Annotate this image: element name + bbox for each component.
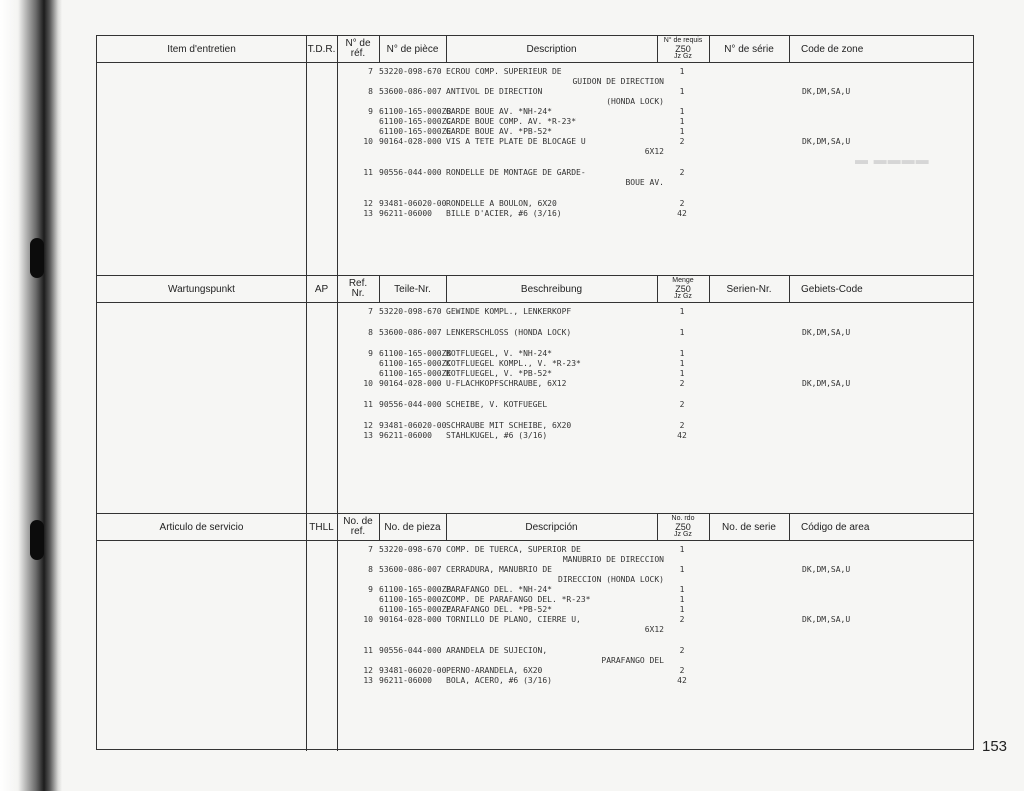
table-row: [97, 666, 973, 676]
part-description: BOLA, ACERO, #6 (3/16): [446, 676, 552, 685]
quantity: 2: [679, 666, 685, 675]
header-column-divider: [337, 276, 338, 302]
header-column-divider: [789, 276, 790, 302]
part-number: 96211-06000: [379, 431, 432, 440]
header-column-divider: [379, 514, 380, 540]
header-serial: N° de série: [724, 43, 774, 55]
part-number: 61100-165-000ZB: [379, 585, 452, 594]
header-column-divider: [379, 276, 380, 302]
ref-number: 8: [368, 328, 373, 337]
section-header: [97, 36, 973, 63]
header-column-divider: [657, 514, 658, 540]
table-row: [97, 400, 973, 410]
quantity: 1: [679, 369, 685, 378]
ref-number: 8: [368, 87, 373, 96]
header-item: Articulo de servicio: [159, 521, 244, 533]
header-tdr: T.D.R.: [307, 43, 336, 55]
header-part-number: No. de pieza: [384, 521, 441, 533]
ref-number: 12: [363, 666, 373, 675]
header-zone: Code de zone: [801, 43, 864, 55]
header-description: Beschreibung: [520, 283, 583, 295]
table-row: [97, 67, 973, 77]
part-description: BILLE D'ACIER, #6 (3/16): [446, 209, 562, 218]
table-row: [97, 625, 973, 635]
part-description: RONDELLE DE MONTAGE DE GARDE-: [446, 168, 586, 177]
part-description: BOUE AV.: [625, 178, 664, 187]
bleed-through-decoration: ▬ ▬▬▬▬: [855, 152, 930, 167]
ref-number: 12: [363, 199, 373, 208]
part-description: PARAFANGO DEL: [601, 656, 664, 665]
part-description: PARAFANGO DEL. *PB-52*: [446, 605, 552, 614]
header-column-divider: [337, 36, 338, 62]
part-description: RONDELLE A BOULON, 6X20: [446, 199, 557, 208]
quantity: 42: [677, 209, 687, 218]
quantity: 1: [679, 585, 685, 594]
header-column-divider: [709, 514, 710, 540]
table-row: [97, 615, 973, 625]
part-number: 53220-098-670: [379, 545, 442, 554]
header-column-divider: [446, 36, 447, 62]
part-description: TORNILLO DE PLANO, CIERRE U,: [446, 615, 581, 624]
header-column-divider: [789, 514, 790, 540]
table-row: [97, 359, 973, 369]
quantity: 2: [679, 646, 685, 655]
ref-number: 11: [363, 400, 373, 409]
header-quantity-line: Menge: [672, 277, 694, 284]
table-row: [97, 307, 973, 317]
part-description: GEWINDE KOMPL., LENKERKOPF: [446, 307, 572, 316]
parts-section-1: [97, 36, 973, 275]
part-number: 90556-044-000: [379, 400, 442, 409]
header-column-divider: [657, 36, 658, 62]
quantity: 1: [679, 565, 685, 574]
part-description: VIS A TETE PLATE DE BLOCAGE U: [446, 137, 586, 146]
part-number: 61100-165-000ZC: [379, 595, 452, 604]
quantity: 1: [679, 328, 685, 337]
part-description: ECROU COMP. SUPERIEUR DE: [446, 67, 562, 76]
header-part-number: N° de pièce: [386, 43, 439, 55]
table-row: [97, 168, 973, 178]
binding-hole: [30, 520, 44, 560]
part-description: PARAFANGO DEL. *NH-24*: [446, 585, 552, 594]
quantity: 1: [679, 595, 685, 604]
quantity: 42: [677, 676, 687, 685]
part-number: 53600-086-007: [379, 87, 442, 96]
ref-number: 7: [368, 67, 373, 76]
header-description: Description: [526, 43, 577, 55]
quantity: 1: [679, 307, 685, 316]
part-description: CERRADURA, MANUBRIO DE: [446, 565, 552, 574]
quantity: 1: [679, 605, 685, 614]
table-row: [97, 575, 973, 585]
ref-number: 13: [363, 676, 373, 685]
zone-code: DK,DM,SA,U: [802, 328, 851, 337]
header-quantity-line: Jz Gz: [674, 531, 692, 538]
part-number: 93481-06020-00: [379, 421, 447, 430]
part-number: 53220-098-670: [379, 67, 442, 76]
header-quantity: [657, 276, 709, 302]
part-number: 61100-165-000ZE: [379, 369, 452, 378]
header-quantity-line: Z50: [675, 44, 691, 54]
part-number: 53220-098-670: [379, 307, 442, 316]
header-ref: [337, 514, 379, 540]
table-row: [97, 656, 973, 666]
table-row: [97, 178, 973, 188]
table-row: [97, 545, 973, 555]
part-description: (HONDA LOCK): [606, 97, 664, 106]
parts-section-2: [97, 275, 973, 514]
header-item: Item d'entretien: [167, 43, 236, 55]
section-header: [97, 276, 973, 303]
part-description: GARDE BOUE AV. *PB-52*: [446, 127, 552, 136]
ref-number: 7: [368, 545, 373, 554]
parts-table-frame: [96, 35, 974, 750]
header-part-number: Teile-Nr.: [394, 283, 431, 295]
part-description: GARDE BOUE AV. *NH-24*: [446, 107, 552, 116]
quantity: 1: [679, 87, 685, 96]
table-row: [97, 87, 973, 97]
table-row: [97, 107, 973, 117]
table-row: [97, 328, 973, 338]
zone-code: DK,DM,SA,U: [802, 565, 851, 574]
part-description: ARANDELA DE SUJECION,: [446, 646, 548, 655]
part-description: DIRECCION (HONDA LOCK): [558, 575, 664, 584]
header-column-divider: [446, 276, 447, 302]
ref-number: 9: [368, 349, 373, 358]
header-ref-line: ref.: [350, 526, 366, 537]
quantity: 2: [679, 137, 685, 146]
part-number: 90164-028-000: [379, 615, 442, 624]
part-description: PERNO-ARANDELA, 6X20: [446, 666, 543, 675]
quantity: 42: [677, 431, 687, 440]
header-ref-line: N° de: [345, 38, 371, 49]
header-ref-line: Nr.: [351, 288, 365, 299]
header-ref: [337, 36, 379, 62]
part-description: KOTFLUEGEL, V. *NH-24*: [446, 349, 552, 358]
header-item: Wartungspunkt: [168, 283, 235, 295]
part-description: U-FLACHKOPFSCHRAUBE, 6X12: [446, 379, 567, 388]
header-quantity-line: Jz Gz: [674, 53, 692, 60]
part-description: KOTFLUEGEL, V. *PB-52*: [446, 369, 552, 378]
header-column-divider: [306, 276, 307, 302]
zone-code: DK,DM,SA,U: [802, 379, 851, 388]
ref-number: 10: [363, 379, 373, 388]
header-description: Descripción: [525, 521, 578, 533]
header-serial: Serien-Nr.: [726, 283, 772, 295]
header-ref-line: réf.: [350, 48, 366, 59]
table-row: [97, 199, 973, 209]
part-number: 61100-165-000ZE: [379, 605, 452, 614]
ref-number: 13: [363, 209, 373, 218]
header-quantity-line: Jz Gz: [674, 293, 692, 300]
ref-number: 8: [368, 565, 373, 574]
header-quantity-line: Z50: [675, 522, 691, 532]
table-row: [97, 565, 973, 575]
part-number: 61100-165-000ZB: [379, 349, 452, 358]
header-column-divider: [337, 514, 338, 540]
ref-number: 9: [368, 585, 373, 594]
header-column-divider: [709, 276, 710, 302]
table-row: [97, 137, 973, 147]
quantity: 1: [679, 349, 685, 358]
table-row: [97, 369, 973, 379]
part-number: 61100-165-000ZC: [379, 359, 452, 368]
quantity: 2: [679, 400, 685, 409]
part-description: GUIDON DE DIRECTION: [572, 77, 664, 86]
part-number: 90556-044-000: [379, 168, 442, 177]
header-column-divider: [306, 514, 307, 540]
quantity: 1: [679, 127, 685, 136]
header-column-divider: [789, 36, 790, 62]
parts-section-3: [97, 513, 973, 751]
table-row: [97, 97, 973, 107]
ref-number: 12: [363, 421, 373, 430]
table-row: [97, 349, 973, 359]
header-ref-line: No. de: [343, 516, 373, 527]
quantity: 1: [679, 545, 685, 554]
part-description: MANUBRIO DE DIRECCION: [562, 555, 664, 564]
part-number: 61100-165-000ZE: [379, 127, 452, 136]
zone-code: DK,DM,SA,U: [802, 615, 851, 624]
part-description: ANTIVOL DE DIRECTION: [446, 87, 543, 96]
header-column-divider: [709, 36, 710, 62]
section-header: [97, 514, 973, 541]
ref-number: 9: [368, 107, 373, 116]
part-description: KOTFLUEGEL KOMPL., V. *R-23*: [446, 359, 581, 368]
zone-code: DK,DM,SA,U: [802, 137, 851, 146]
ref-number: 13: [363, 431, 373, 440]
ref-number: 11: [363, 646, 373, 655]
quantity: 2: [679, 199, 685, 208]
part-number: 96211-06000: [379, 676, 432, 685]
part-description: STAHLKUGEL, #6 (3/16): [446, 431, 548, 440]
table-row: [97, 585, 973, 595]
quantity: 1: [679, 359, 685, 368]
ref-number: 10: [363, 615, 373, 624]
part-number: 90164-028-000: [379, 379, 442, 388]
part-number: 90556-044-000: [379, 646, 442, 655]
table-row: [97, 421, 973, 431]
book-binding-shadow: [0, 0, 62, 791]
ref-number: 7: [368, 307, 373, 316]
header-column-divider: [306, 36, 307, 62]
page-number: 153: [982, 738, 1008, 755]
table-row: [97, 605, 973, 615]
table-row: [97, 431, 973, 441]
header-serial: No. de serie: [722, 521, 776, 533]
part-number: 61100-165-000ZB: [379, 107, 452, 116]
header-ref: [337, 276, 379, 302]
table-row: [97, 379, 973, 389]
quantity: 2: [679, 421, 685, 430]
part-description: SCHEIBE, V. KOTFUEGEL: [446, 400, 548, 409]
part-number: 93481-06020-00: [379, 666, 447, 675]
part-description: 6X12: [644, 625, 664, 634]
table-row: [97, 127, 973, 137]
header-tdr: THLL: [309, 521, 334, 533]
quantity: 2: [679, 615, 685, 624]
header-zone: Gebiets-Code: [801, 283, 863, 295]
table-row: [97, 209, 973, 219]
part-description: COMP. DE PARAFANGO DEL. *R-23*: [446, 595, 591, 604]
quantity: 1: [679, 117, 685, 126]
part-description: SCHRAUBE MIT SCHEIBE, 6X20: [446, 421, 572, 430]
part-number: 61100-165-000ZC: [379, 117, 452, 126]
part-number: 96211-06000: [379, 209, 432, 218]
quantity: 1: [679, 107, 685, 116]
quantity: 1: [679, 67, 685, 76]
header-column-divider: [379, 36, 380, 62]
header-quantity-line: N° de requis: [663, 37, 703, 44]
header-ref-line: Ref.: [348, 278, 368, 289]
header-column-divider: [657, 276, 658, 302]
header-tdr: AP: [314, 283, 329, 295]
part-number: 53600-086-007: [379, 328, 442, 337]
part-description: COMP. DE TUERCA, SUPERIOR DE: [446, 545, 581, 554]
header-zone: Código de area: [801, 521, 870, 533]
table-row: [97, 595, 973, 605]
header-quantity: [657, 36, 709, 62]
ref-number: 11: [363, 168, 373, 177]
part-number: 90164-028-000: [379, 137, 442, 146]
header-quantity-line: Z50: [675, 284, 691, 294]
zone-code: DK,DM,SA,U: [802, 87, 851, 96]
table-row: [97, 646, 973, 656]
header-quantity: [657, 514, 709, 540]
binding-hole: [30, 238, 44, 278]
part-description: GARDE BOUE COMP. AV. *R-23*: [446, 117, 577, 126]
table-row: [97, 77, 973, 87]
header-column-divider: [446, 514, 447, 540]
quantity: 2: [679, 379, 685, 388]
part-description: LENKERSCHLOSS (HONDA LOCK): [446, 328, 572, 337]
part-description: 6X12: [644, 147, 664, 156]
header-quantity-line: No. rdo: [671, 515, 695, 522]
table-row: [97, 117, 973, 127]
ref-number: 10: [363, 137, 373, 146]
table-row: [97, 555, 973, 565]
part-number: 93481-06020-00: [379, 199, 447, 208]
part-number: 53600-086-007: [379, 565, 442, 574]
quantity: 2: [679, 168, 685, 177]
table-row: [97, 147, 973, 157]
table-row: [97, 676, 973, 686]
